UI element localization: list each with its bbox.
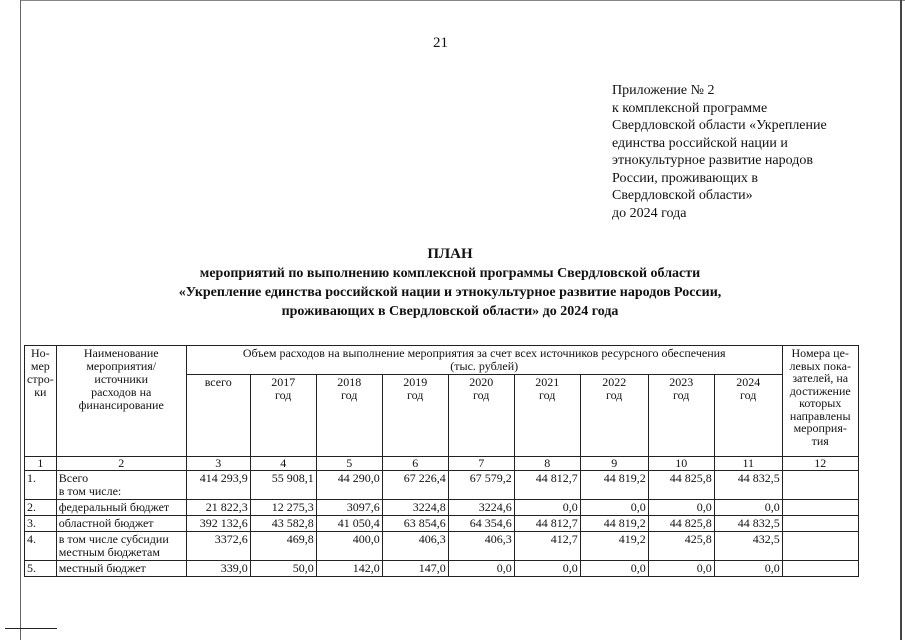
column-number: 8 (514, 457, 580, 471)
value-cell: 67 226,4 (382, 471, 448, 500)
value-cell: 44 825,8 (648, 471, 714, 500)
value-cell: 21 822,3 (186, 500, 250, 516)
row-number-cell: 5. (25, 561, 57, 577)
table-row (25, 516, 859, 532)
value-cell: 412,7 (514, 532, 580, 561)
column-number: 12 (782, 457, 858, 471)
column-number: 10 (648, 457, 714, 471)
column-number: 1 (25, 457, 57, 471)
header-year-2018: 2018 год (316, 375, 382, 457)
table-row (25, 532, 859, 561)
title-line: ПЛАН (427, 246, 473, 262)
header-year-2024: 2024 год (714, 375, 782, 457)
value-cell: 0,0 (514, 561, 580, 577)
value-cell: 339,0 (186, 561, 250, 577)
column-number: 11 (714, 457, 782, 471)
page-left-edge (20, 0, 21, 640)
value-cell: 142,0 (316, 561, 382, 577)
title-line: проживающих в Свердловской области» до 2024 года (281, 304, 619, 319)
header-year-2023: 2023 год (648, 375, 714, 457)
footnote-line (5, 628, 57, 629)
value-cell: 44 819,2 (580, 516, 648, 532)
appendix-line: Свердловской области» (612, 188, 753, 203)
value-cell: 425,8 (648, 532, 714, 561)
value-cell: 44 812,7 (514, 471, 580, 500)
page-top-edge (20, 0, 905, 1)
value-cell: 55 908,1 (250, 471, 316, 500)
value-cell: 414 293,9 (186, 471, 250, 500)
appendix-line: до 2024 года (612, 205, 687, 221)
row-number-cell: 1. (25, 471, 57, 500)
column-number: 6 (382, 457, 448, 471)
title-line: мероприятий по выполнению комплексной программы Свердловской области (199, 266, 701, 281)
row-name-cell: областной бюджет (56, 516, 186, 532)
title-line: «Укрепление единства российской нации и этнокультурное развитие народов России, (178, 285, 722, 300)
appendix-line: Приложение № 2 (612, 83, 715, 98)
value-cell: 44 290,0 (316, 471, 382, 500)
target-cell (782, 471, 858, 500)
value-cell: 392 132,6 (186, 516, 250, 532)
value-cell: 3372,6 (186, 532, 250, 561)
value-cell: 3097,6 (316, 500, 382, 516)
value-cell: 12 275,3 (250, 500, 316, 516)
header-year-2017: 2017 год (250, 375, 316, 457)
page-number: 21 (433, 35, 448, 51)
document-title (60, 245, 840, 321)
value-cell: 406,3 (448, 532, 514, 561)
page-right-edge (900, 0, 902, 640)
value-cell: 44 825,8 (648, 516, 714, 532)
value-cell: 50,0 (250, 561, 316, 577)
value-cell: 3224,8 (382, 500, 448, 516)
appendix-block (612, 82, 872, 222)
row-number-cell: 4. (25, 532, 57, 561)
appendix-line: к комплексной программе (612, 100, 768, 116)
target-cell (782, 561, 858, 577)
value-cell: 419,2 (580, 532, 648, 561)
row-number-cell: 2. (25, 500, 57, 516)
column-number: 9 (580, 457, 648, 471)
header-row-number: Но- мер стро- ки (25, 346, 57, 457)
value-cell: 0,0 (714, 500, 782, 516)
value-cell: 400,0 (316, 532, 382, 561)
appendix-line: единства российской нации и (612, 135, 788, 151)
appendix-line: Свердловской области «Укрепление (612, 118, 827, 133)
value-cell: 44 819,2 (580, 471, 648, 500)
value-cell: 0,0 (648, 500, 714, 516)
row-name-cell: местный бюджет (56, 561, 186, 577)
value-cell: 3224,6 (448, 500, 514, 516)
table-row (25, 500, 859, 516)
column-number: 3 (186, 457, 250, 471)
value-cell: 469,8 (250, 532, 316, 561)
target-cell (782, 532, 858, 561)
header-year-2022: 2022 год (580, 375, 648, 457)
value-cell: 63 854,6 (382, 516, 448, 532)
table-row (25, 561, 859, 577)
column-number: 2 (56, 457, 186, 471)
row-name-cell: Всего в том числе: (56, 471, 186, 500)
header-volume: Объем расходов на выполнение мероприятия за счет всех источников ресурсного обеспечения (тыс. рублей) (186, 346, 782, 375)
value-cell: 0,0 (514, 500, 580, 516)
value-cell: 0,0 (448, 561, 514, 577)
value-cell: 44 832,5 (714, 471, 782, 500)
header-target-indicators: Номера це- левых пока- зателей, на достижение которых направлены мероприя- тия (782, 346, 858, 457)
header-year-2019: 2019 год (382, 375, 448, 457)
appendix-line: России, проживающих в (612, 170, 758, 186)
column-numbers-row (25, 457, 859, 471)
header-year-total: всего (186, 375, 250, 457)
column-number: 4 (250, 457, 316, 471)
value-cell: 0,0 (648, 561, 714, 577)
value-cell: 43 582,8 (250, 516, 316, 532)
row-number-cell: 3. (25, 516, 57, 532)
appendix-line: этнокультурное развитие народов (612, 153, 813, 168)
header-name: Наименование мероприятия/ источники расходов на финансирование (56, 346, 186, 457)
target-cell (782, 500, 858, 516)
value-cell: 432,5 (714, 532, 782, 561)
header-year-2021: 2021 год (514, 375, 580, 457)
table-row (25, 471, 859, 500)
row-name-cell: федеральный бюджет (56, 500, 186, 516)
value-cell: 67 579,2 (448, 471, 514, 500)
value-cell: 44 812,7 (514, 516, 580, 532)
value-cell: 0,0 (580, 561, 648, 577)
header-year-2020: 2020 год (448, 375, 514, 457)
expenditure-table (24, 345, 859, 577)
column-number: 5 (316, 457, 382, 471)
value-cell: 41 050,4 (316, 516, 382, 532)
value-cell: 0,0 (580, 500, 648, 516)
value-cell: 64 354,6 (448, 516, 514, 532)
column-number: 7 (448, 457, 514, 471)
row-name-cell: в том числе субсидии местным бюджетам (56, 532, 186, 561)
target-cell (782, 516, 858, 532)
value-cell: 147,0 (382, 561, 448, 577)
value-cell: 406,3 (382, 532, 448, 561)
value-cell: 44 832,5 (714, 516, 782, 532)
value-cell: 0,0 (714, 561, 782, 577)
